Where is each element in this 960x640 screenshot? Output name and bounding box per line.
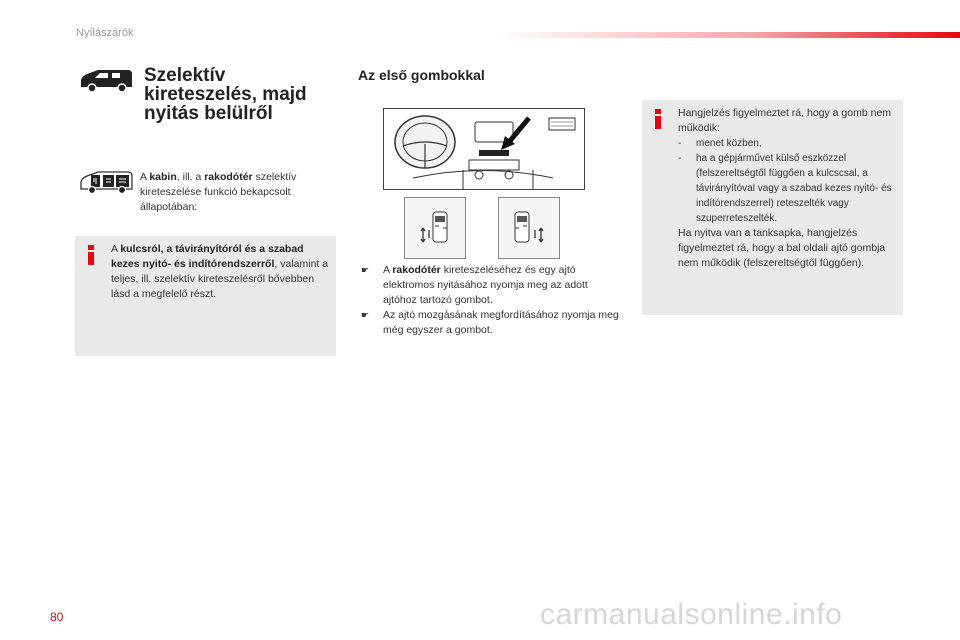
text-pre: Az ajtó mozgásának megfordításához nyomja meg még egyszer a gombot.: [383, 309, 619, 336]
dash-item: [678, 136, 898, 151]
text-bold: rakodótér: [392, 264, 441, 276]
text-a: A: [111, 243, 121, 255]
page-number: 80: [50, 610, 64, 624]
dash-text: ha a gépjárművet külső eszközzel (felszereltségtől függően a kulcscsal, a távirányítóval vagy a szabad kezes nyitó- és indítórendszerrel) reteszelték vagy szuperreteszelték.: [696, 153, 892, 224]
door-button-icon: [405, 198, 465, 258]
text-post: kireteszeléséhez és egy ajtó elektromos nyitásához nyomja meg az adott ajtóhoz tartozó gombot.: [383, 264, 588, 306]
dash-symbol: -: [678, 153, 682, 164]
bullet-item: [361, 308, 621, 338]
text-kabin: kabin: [149, 171, 177, 183]
text-rest: , valamint a teljes, ill. szelektív kireteszelésről bővebben lásd a megfelelő részt.: [111, 258, 329, 300]
bullet-item: [361, 263, 621, 308]
text-pre: A: [383, 264, 393, 276]
door-button-icon: [499, 198, 559, 258]
selective-unlock-intro: [140, 170, 330, 215]
info-box-warning-text: [678, 106, 898, 271]
bullet-arrow-icon: ☛: [361, 310, 370, 320]
van-icon: [78, 68, 134, 94]
header-accent-bar: [493, 32, 960, 38]
dash-text: menet közben,: [696, 138, 762, 149]
header-section-title: Nyílászárók: [76, 27, 134, 39]
info-box-keys-text: [111, 242, 331, 302]
text-ill: , ill. a: [176, 171, 205, 183]
text-a: A: [140, 171, 150, 183]
dash-symbol: -: [678, 138, 682, 149]
door-button-left: [404, 197, 466, 259]
door-button-right: [498, 197, 560, 259]
text-rest: szelektív kireteszelése funkció bekapcsolt állapotában:: [140, 171, 297, 213]
watermark: carmanualsonline.info: [540, 598, 843, 631]
warning-intro: Hangjelzés figyelmeztet rá, hogy a gomb nem működik:: [678, 107, 892, 134]
text-bold: kulcsról, a távirányítóról és a szabad kezes nyitó- és indítórendszerről: [111, 243, 304, 270]
front-buttons-instructions: [361, 263, 621, 338]
dashboard-illustration: [383, 108, 585, 190]
text-rakodoter: rakodótér: [204, 171, 253, 183]
info-box-keys: [75, 236, 336, 356]
bullet-arrow-icon: ☛: [361, 265, 370, 275]
info-icon: [654, 109, 662, 129]
dash-item: [678, 151, 898, 226]
section-title: Szelektív kireteszelés, majd nyitás belülről: [144, 65, 307, 124]
info-box-warning: [642, 100, 903, 315]
info-icon: [87, 245, 95, 265]
warning-outro: Ha nyitva van a tanksapka, hangjelzés figyelmeztet rá, hogy a bal oldali ajtó gombja nem működik (felszereltségtől függően).: [678, 227, 886, 269]
van-doors-icon: [78, 170, 134, 196]
front-buttons-title: Az első gombokkal: [358, 67, 485, 83]
